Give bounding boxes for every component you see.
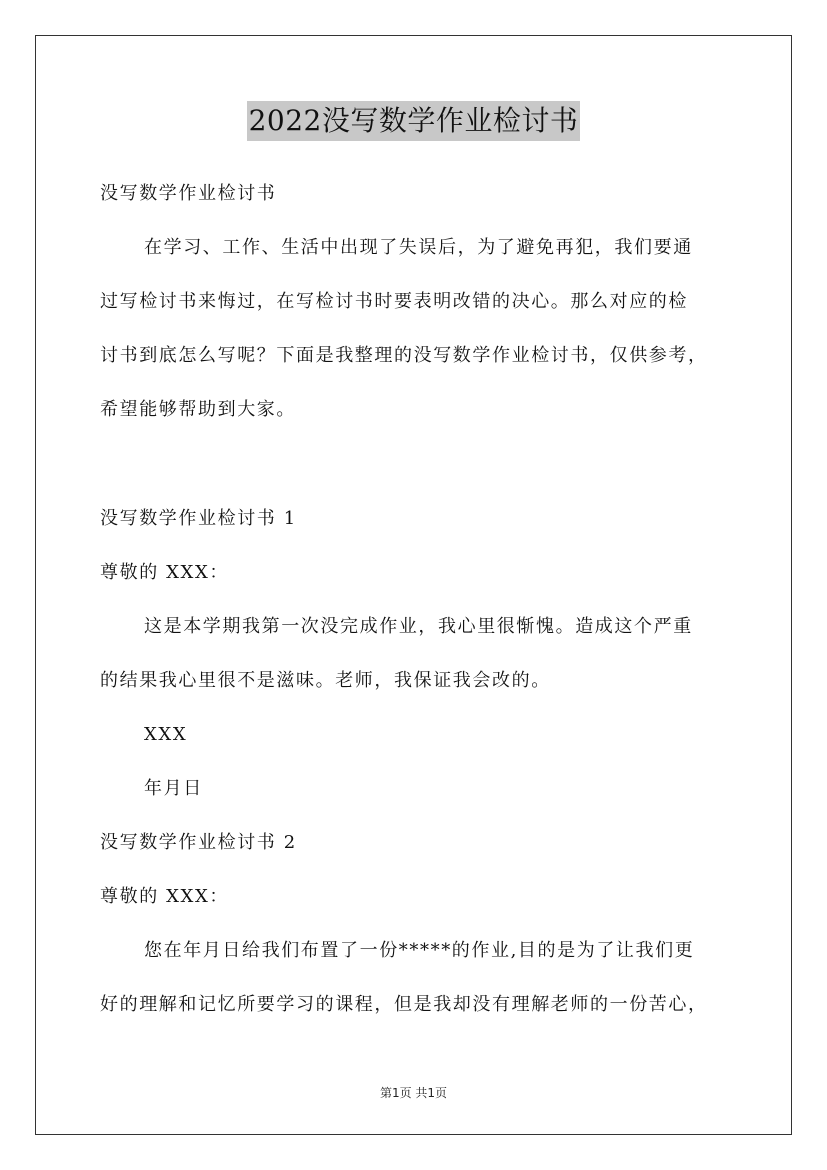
page-footer: 第1页 共1页 [379, 1086, 448, 1100]
section-2-salutation: 尊敬的 XXX： [100, 886, 229, 907]
section-1-salutation: 尊敬的 XXX： [100, 562, 229, 583]
section-1-date: 年月日 [144, 778, 203, 799]
intro-paragraph-line-4: 希望能够帮助到大家。 [100, 399, 296, 420]
intro-paragraph-line-2: 过写检讨书来悔过，在写检讨书时要表明改错的决心。那么对应的检 [100, 291, 688, 312]
title-wrap [0, 101, 827, 141]
section-1-body-line-1: 这是本学期我第一次没完成作业，我心里很惭愧。造成这个严重 [144, 616, 693, 637]
intro-paragraph-line-1: 在学习、工作、生活中出现了失误后，为了避免再犯，我们要通 [144, 237, 693, 258]
document-title: 2022没写数学作业检讨书 [247, 101, 581, 141]
section-1-heading: 没写数学作业检讨书 1 [100, 508, 297, 529]
intro-paragraph-line-3: 讨书到底怎么写呢？下面是我整理的没写数学作业检讨书，仅供参考， [100, 345, 708, 366]
section-2-heading: 没写数学作业检讨书 2 [100, 832, 297, 853]
section-1-body-line-2: 的结果我心里很不是滋味。老师，我保证我会改的。 [100, 670, 551, 691]
section-2-body-line-2: 好的理解和记忆所要学习的课程，但是我却没有理解老师的一份苦心， [100, 994, 708, 1015]
section-2-body-line-1: 您在年月日给我们布置了一份*****的作业,目的是为了让我们更 [144, 940, 695, 961]
intro-heading: 没写数学作业检讨书 [100, 183, 277, 204]
section-1-signature: XXX [144, 724, 188, 745]
